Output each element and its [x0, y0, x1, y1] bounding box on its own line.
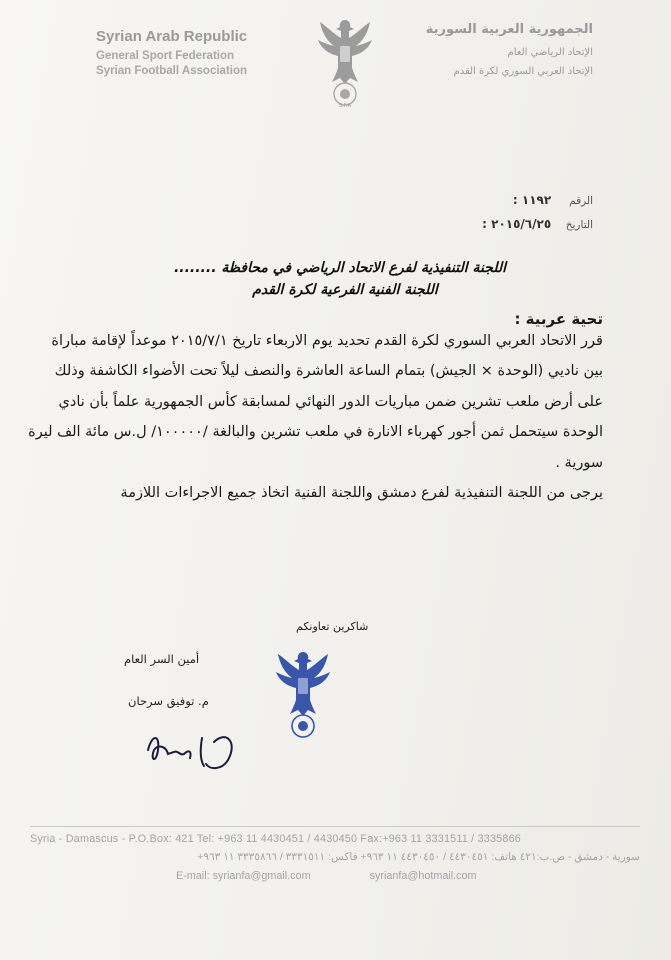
footer-emails — [30, 870, 640, 882]
footer-email-gmail[interactable]: syrianfa@gmail.com — [212, 870, 311, 882]
greeting: تحية عربية : — [514, 310, 603, 328]
reference-block — [482, 188, 593, 236]
header-arabic — [363, 22, 593, 77]
handwritten-signature — [140, 720, 260, 780]
reference-date-value: ٢٠١٥/٦/٢٥ : — [482, 217, 552, 231]
crest-caption: S.F.A — [339, 103, 351, 108]
reference-date-row — [482, 212, 593, 236]
reference-date-label: التاريخ — [565, 219, 593, 231]
header-en-federation: General Sport Federation — [96, 50, 235, 62]
footer-email-hotmail[interactable]: syrianfa@hotmail.com — [369, 870, 477, 882]
body-paragraph-2: يرجى من اللجنة التنفيذية لفرع دمشق واللجنة الفنية اتخاذ جميع الاجراءات اللازمة — [120, 485, 603, 502]
header-en-association: Syrian Football Association — [96, 65, 248, 77]
stamp-eagle-crest-icon — [272, 648, 334, 740]
letter-body — [28, 326, 603, 508]
header-english — [96, 28, 286, 77]
footer-email-label: E-mail: — [176, 870, 210, 882]
signer-title: أمين السر العام — [124, 652, 200, 666]
header-ar-association: الإتحاد العربي السوري لكرة القدم — [453, 66, 593, 77]
header-ar-country: الجمهورية العربية السورية — [425, 22, 593, 37]
header-en-country: Syrian Arab Republic — [96, 28, 248, 45]
closing-thanks: شاكرين تعاونكم — [296, 620, 369, 633]
reference-number-row — [482, 188, 593, 212]
addressee-line-2: اللجنة الفنية الفرعية لكرة القدم — [252, 282, 438, 298]
footer-divider — [30, 826, 640, 827]
addressee-line-1: اللجنة التنفيذية لفرع الاتحاد الرياضي في محافظة ........ — [173, 260, 507, 276]
signer-name: م. توفيق سرحان — [128, 694, 209, 708]
reference-number-label: الرقم — [569, 195, 593, 207]
header-ar-federation: الإتحاد الرياضي العام — [507, 47, 593, 58]
reference-number-value: ١١٩٢ : — [512, 193, 552, 207]
footer-address-ar: سورية - دمشق - ص.ب:٤٢١ هاتف: ٤٤٣٠٤٥١ / ٤٤٣٠٤٥٠ ١١ ٩٦٣+ فاكس: ٣٣٣١٥١١ / ٣٣٣٥٨٦٦ ١١ ٩٦٣+ — [197, 851, 640, 863]
footer-address-en: Syria - Damascus - P.O.Box: 421 Tel: +963 11 4430451 / 4430450 Fax:+963 11 3331511 / 3335866 — [30, 833, 521, 845]
body-paragraph-1: قرر الاتحاد العربي السوري لكرة القدم تحديد يوم الاربعاء تاريخ ٢٠١٥/٧/١ موعداً لإقامة مباراة بين ناديي (الوحدة × الجيش) بتمام الساعة العاشرة والنصف ليلاً تحت الأضواء الكاشفة وذلك على أرض ملعب تشرين ضمن مباريات الدور النهائي لمسابقة كأس الجمهورية علماً بأن نادي الوحدة سيتحمل ثمن أجور كهرباء الانارة في ملعب تشرين والبالغة /١٠٠٠٠٠/ ل.س مائة الف ليرة سورية . — [28, 333, 603, 471]
